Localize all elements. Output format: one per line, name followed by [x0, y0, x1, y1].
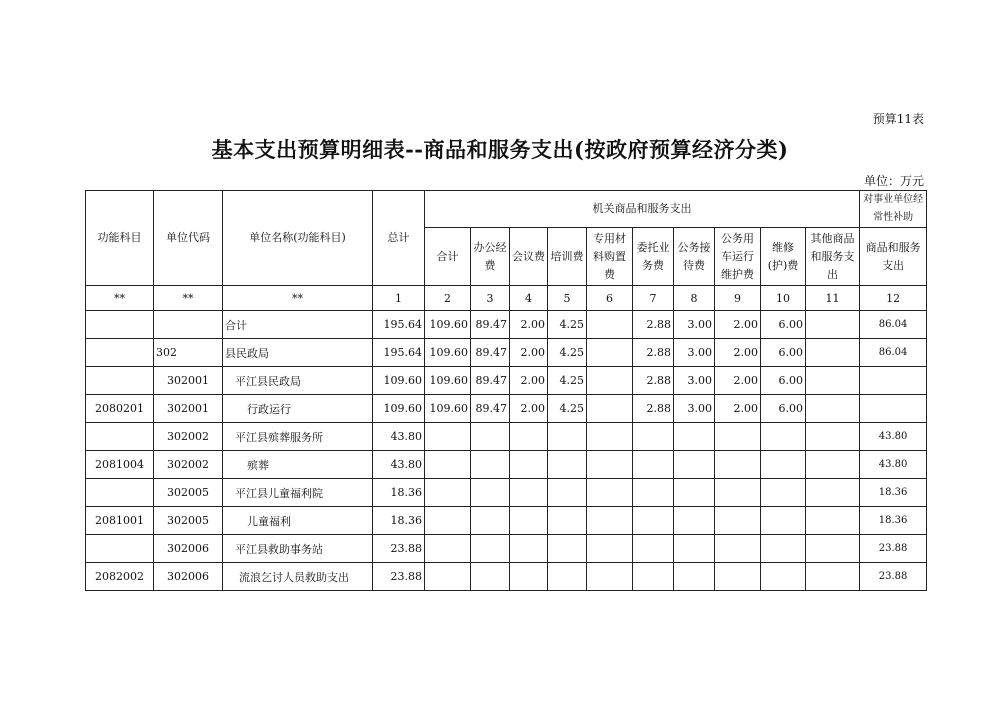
amount-cell — [674, 535, 715, 563]
amount-cell: 23.88 — [860, 563, 927, 591]
header-col-training: 培训费 — [548, 228, 587, 286]
unit-code-cell: 302001 — [154, 395, 223, 423]
budget-table — [85, 190, 927, 591]
amount-cell: 23.88 — [373, 535, 425, 563]
amount-cell: 195.64 — [373, 311, 425, 339]
header-unit-name: 单位名称(功能科目) — [223, 191, 373, 286]
header-col-goods-services: 商品和服务支出 — [860, 228, 927, 286]
amount-cell: 4.25 — [548, 339, 587, 367]
amount-cell — [471, 423, 510, 451]
unit-label: 单位：万元 — [863, 174, 924, 188]
amount-cell: 3.00 — [674, 339, 715, 367]
header-col-subtotal: 合计 — [425, 228, 471, 286]
header-col-office: 办公经费 — [471, 228, 510, 286]
amount-cell — [510, 507, 548, 535]
header-group-institution: 对事业单位经常性补助 — [860, 191, 927, 228]
index-cell: ** — [154, 286, 223, 311]
amount-cell — [715, 563, 761, 591]
amount-cell: 3.00 — [674, 367, 715, 395]
amount-cell — [587, 311, 633, 339]
amount-cell: 43.80 — [860, 423, 927, 451]
header-total: 总计 — [373, 191, 425, 286]
amount-cell — [633, 535, 674, 563]
amount-cell — [471, 451, 510, 479]
amount-cell — [587, 535, 633, 563]
index-cell: 6 — [587, 286, 633, 311]
amount-cell — [587, 339, 633, 367]
amount-cell — [715, 423, 761, 451]
header-func-code: 功能科目 — [86, 191, 154, 286]
amount-cell: 6.00 — [761, 311, 806, 339]
unit-code-cell: 302002 — [154, 423, 223, 451]
amount-cell — [548, 479, 587, 507]
table-row — [86, 367, 927, 395]
amount-cell — [510, 535, 548, 563]
unit-name-cell: 流浪乞讨人员救助支出 — [223, 563, 373, 591]
amount-cell — [715, 479, 761, 507]
amount-cell: 2.00 — [715, 339, 761, 367]
amount-cell — [548, 451, 587, 479]
amount-cell — [674, 451, 715, 479]
amount-cell — [761, 535, 806, 563]
amount-cell: 2.00 — [510, 395, 548, 423]
amount-cell: 2.00 — [715, 311, 761, 339]
amount-cell — [587, 451, 633, 479]
unit-code-cell: 302 — [154, 339, 223, 367]
unit-code-cell: 302006 — [154, 563, 223, 591]
func-code-cell — [86, 311, 154, 339]
amount-cell: 2.00 — [510, 367, 548, 395]
amount-cell — [633, 507, 674, 535]
amount-cell — [587, 563, 633, 591]
amount-cell — [674, 479, 715, 507]
amount-cell: 23.88 — [373, 563, 425, 591]
table-number: 预算11表 — [872, 112, 924, 126]
amount-cell: 4.25 — [548, 395, 587, 423]
amount-cell: 89.47 — [471, 395, 510, 423]
unit-name-cell: 儿童福利 — [223, 507, 373, 535]
amount-cell — [548, 423, 587, 451]
index-row — [86, 286, 927, 311]
amount-cell: 109.60 — [373, 367, 425, 395]
table-row — [86, 535, 927, 563]
amount-cell: 109.60 — [425, 311, 471, 339]
header-col-materials: 专用材料购置费 — [587, 228, 633, 286]
amount-cell: 109.60 — [425, 367, 471, 395]
unit-name-cell: 平江县殡葬服务所 — [223, 423, 373, 451]
index-cell: 9 — [715, 286, 761, 311]
amount-cell: 18.36 — [373, 507, 425, 535]
amount-cell — [674, 423, 715, 451]
amount-cell — [425, 423, 471, 451]
header-col-vehicle: 公务用车运行维护费 — [715, 228, 761, 286]
amount-cell — [806, 535, 860, 563]
amount-cell — [587, 367, 633, 395]
header-col-commissioned: 委托业务费 — [633, 228, 674, 286]
amount-cell — [548, 535, 587, 563]
amount-cell — [761, 451, 806, 479]
amount-cell — [471, 563, 510, 591]
amount-cell — [510, 479, 548, 507]
amount-cell — [471, 507, 510, 535]
amount-cell — [860, 367, 927, 395]
unit-code-cell: 302006 — [154, 535, 223, 563]
amount-cell — [806, 451, 860, 479]
header-col-reception: 公务接待费 — [674, 228, 715, 286]
amount-cell: 2.00 — [510, 339, 548, 367]
amount-cell: 3.00 — [674, 395, 715, 423]
amount-cell — [587, 479, 633, 507]
index-cell: 8 — [674, 286, 715, 311]
amount-cell — [715, 507, 761, 535]
func-code-cell — [86, 535, 154, 563]
amount-cell — [633, 423, 674, 451]
func-code-cell — [86, 479, 154, 507]
table-row — [86, 339, 927, 367]
amount-cell — [633, 563, 674, 591]
index-cell: 7 — [633, 286, 674, 311]
unit-name-cell: 合计 — [223, 311, 373, 339]
amount-cell: 2.00 — [715, 367, 761, 395]
amount-cell — [425, 535, 471, 563]
amount-cell — [587, 423, 633, 451]
unit-name-cell: 平江县救助事务站 — [223, 535, 373, 563]
amount-cell — [806, 423, 860, 451]
table-row — [86, 395, 927, 423]
amount-cell: 2.88 — [633, 339, 674, 367]
amount-cell — [548, 563, 587, 591]
unit-name-cell: 行政运行 — [223, 395, 373, 423]
amount-cell: 4.25 — [548, 367, 587, 395]
amount-cell: 109.60 — [373, 395, 425, 423]
header-unit-code: 单位代码 — [154, 191, 223, 286]
table-row — [86, 423, 927, 451]
index-cell: ** — [223, 286, 373, 311]
amount-cell — [806, 507, 860, 535]
amount-cell: 89.47 — [471, 311, 510, 339]
amount-cell — [425, 507, 471, 535]
unit-code-cell — [154, 311, 223, 339]
func-code-cell — [86, 367, 154, 395]
amount-cell — [587, 395, 633, 423]
index-cell: 2 — [425, 286, 471, 311]
amount-cell — [587, 507, 633, 535]
amount-cell — [806, 395, 860, 423]
table-row — [86, 311, 927, 339]
func-code-cell: 2080201 — [86, 395, 154, 423]
amount-cell: 43.80 — [373, 451, 425, 479]
amount-cell — [425, 451, 471, 479]
func-code-cell: 2082002 — [86, 563, 154, 591]
amount-cell: 86.04 — [860, 311, 927, 339]
amount-cell: 6.00 — [761, 367, 806, 395]
header-col-other: 其他商品和服务支出 — [806, 228, 860, 286]
func-code-cell — [86, 423, 154, 451]
amount-cell: 195.64 — [373, 339, 425, 367]
amount-cell: 6.00 — [761, 339, 806, 367]
amount-cell — [510, 423, 548, 451]
amount-cell — [633, 479, 674, 507]
header-col-meeting: 会议费 — [510, 228, 548, 286]
amount-cell — [806, 311, 860, 339]
index-cell: 10 — [761, 286, 806, 311]
amount-cell — [715, 535, 761, 563]
func-code-cell: 2081001 — [86, 507, 154, 535]
amount-cell: 2.00 — [715, 395, 761, 423]
index-cell: 3 — [471, 286, 510, 311]
amount-cell: 109.60 — [425, 339, 471, 367]
unit-code-cell: 302002 — [154, 451, 223, 479]
amount-cell: 2.88 — [633, 367, 674, 395]
index-cell: 12 — [860, 286, 927, 311]
amount-cell — [860, 395, 927, 423]
amount-cell — [761, 423, 806, 451]
amount-cell — [806, 339, 860, 367]
amount-cell: 3.00 — [674, 311, 715, 339]
amount-cell: 109.60 — [425, 395, 471, 423]
amount-cell: 89.47 — [471, 339, 510, 367]
amount-cell: 2.88 — [633, 311, 674, 339]
amount-cell: 18.36 — [860, 479, 927, 507]
amount-cell — [425, 563, 471, 591]
amount-cell — [761, 479, 806, 507]
unit-name-cell: 平江县民政局 — [223, 367, 373, 395]
table-row — [86, 451, 927, 479]
amount-cell: 4.25 — [548, 311, 587, 339]
index-cell: 4 — [510, 286, 548, 311]
amount-cell — [806, 563, 860, 591]
amount-cell — [715, 451, 761, 479]
table-row — [86, 479, 927, 507]
amount-cell — [471, 535, 510, 563]
amount-cell — [510, 451, 548, 479]
amount-cell: 43.80 — [860, 451, 927, 479]
amount-cell: 89.47 — [471, 367, 510, 395]
amount-cell — [548, 507, 587, 535]
page-title: 基本支出预算明细表--商品和服务支出(按政府预算经济分类) — [211, 137, 789, 162]
index-cell: 1 — [373, 286, 425, 311]
index-cell: 5 — [548, 286, 587, 311]
amount-cell — [425, 479, 471, 507]
amount-cell — [806, 367, 860, 395]
unit-name-cell: 平江县儿童福利院 — [223, 479, 373, 507]
amount-cell — [471, 479, 510, 507]
index-cell: 11 — [806, 286, 860, 311]
amount-cell: 18.36 — [373, 479, 425, 507]
amount-cell: 6.00 — [761, 395, 806, 423]
table-row — [86, 507, 927, 535]
amount-cell: 86.04 — [860, 339, 927, 367]
amount-cell: 2.00 — [510, 311, 548, 339]
unit-code-cell: 302005 — [154, 479, 223, 507]
amount-cell — [806, 479, 860, 507]
unit-code-cell: 302005 — [154, 507, 223, 535]
func-code-cell — [86, 339, 154, 367]
amount-cell — [674, 507, 715, 535]
amount-cell: 2.88 — [633, 395, 674, 423]
unit-name-cell: 县民政局 — [223, 339, 373, 367]
header-col-maintenance: 维修(护)费 — [761, 228, 806, 286]
amount-cell — [510, 563, 548, 591]
index-cell: ** — [86, 286, 154, 311]
amount-cell: 18.36 — [860, 507, 927, 535]
unit-name-cell: 殡葬 — [223, 451, 373, 479]
amount-cell: 43.80 — [373, 423, 425, 451]
amount-cell — [761, 563, 806, 591]
amount-cell: 23.88 — [860, 535, 927, 563]
func-code-cell: 2081004 — [86, 451, 154, 479]
table-row — [86, 563, 927, 591]
amount-cell — [761, 507, 806, 535]
amount-cell — [633, 451, 674, 479]
header-row-1 — [86, 191, 927, 228]
amount-cell — [674, 563, 715, 591]
header-group-agency: 机关商品和服务支出 — [425, 191, 860, 228]
unit-code-cell: 302001 — [154, 367, 223, 395]
